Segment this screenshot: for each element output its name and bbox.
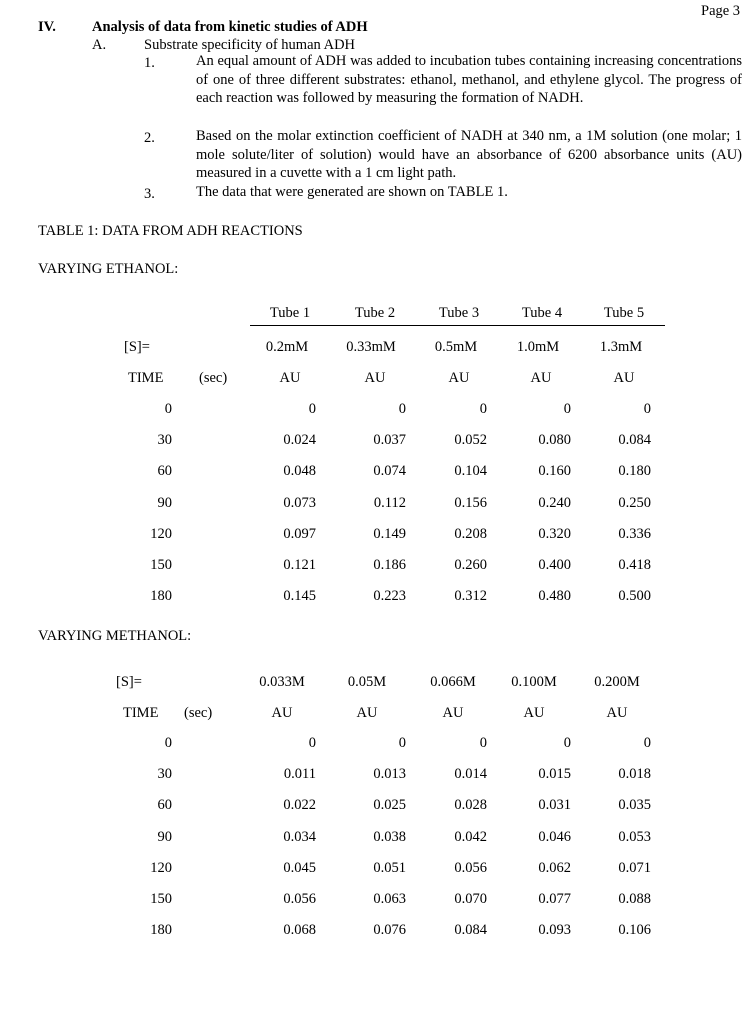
absorbance-cell: 0.052	[454, 432, 487, 449]
absorbance-cell: 0.011	[283, 766, 316, 783]
absorbance-cell: 0.053	[618, 828, 651, 845]
methanol-s-label: [S]=	[116, 674, 142, 690]
item-number: 3.	[144, 186, 155, 202]
methanol-time-label: TIME	[123, 705, 159, 721]
unit-label: AU	[279, 370, 301, 386]
ethanol-time-label: TIME	[128, 370, 164, 386]
concentration-label: 1.0mM	[516, 339, 560, 355]
item-text: An equal amount of ADH was added to incubation tubes containing increasing concentrations of one of three different substrates: ethanol, methanol, and ethylene glycol. The progress of each reaction was followed by measuring the formation of NADH.	[196, 53, 742, 106]
time-cell: 120	[150, 859, 172, 876]
absorbance-cell: 0.070	[454, 891, 487, 907]
absorbance-cell: 0.045	[283, 859, 316, 876]
methanol-heading: VARYING METHANOL:	[38, 628, 192, 644]
concentration-label: 0.2mM	[265, 339, 309, 355]
absorbance-cell: 0.149	[373, 525, 406, 542]
absorbance-cell: 0.056	[454, 859, 487, 876]
absorbance-cell: 0.208	[454, 525, 487, 542]
absorbance-cell: 0.068	[283, 922, 316, 939]
absorbance-cell: 0.240	[538, 494, 571, 511]
absorbance-cell: 0.056	[283, 891, 316, 907]
tube-header: Tube 1	[269, 305, 311, 321]
unit-label: AU	[606, 705, 628, 721]
tube-header: Tube 3	[438, 305, 480, 321]
absorbance-cell: 0.400	[538, 557, 571, 573]
absorbance-cell: 0.071	[618, 859, 651, 876]
ethanol-s-label: [S]=	[124, 339, 150, 355]
absorbance-cell: 0.031	[538, 797, 571, 814]
absorbance-cell: 0.035	[618, 797, 651, 814]
absorbance-cell: 0	[563, 735, 571, 751]
table-title: TABLE 1: DATA FROM ADH REACTIONS	[38, 223, 303, 239]
time-cell: 60	[157, 463, 172, 480]
concentration-label: 1.3mM	[599, 339, 643, 355]
unit-label: AU	[442, 705, 464, 721]
absorbance-cell: 0.223	[373, 588, 406, 605]
absorbance-cell: 0.260	[454, 557, 487, 573]
absorbance-cell: 0.312	[454, 588, 487, 605]
absorbance-cell: 0.034	[283, 828, 316, 845]
absorbance-cell: 0.063	[373, 891, 406, 907]
absorbance-cell: 0.093	[538, 922, 571, 939]
tube-header: Tube 5	[603, 305, 645, 321]
absorbance-cell: 0.062	[538, 859, 571, 876]
absorbance-cell: 0.076	[373, 922, 406, 939]
unit-label: AU	[364, 370, 386, 386]
absorbance-cell: 0.048	[283, 463, 316, 480]
item-text: The data that were generated are shown on TABLE 1.	[196, 184, 508, 200]
absorbance-cell: 0.080	[538, 432, 571, 449]
absorbance-cell: 0.084	[454, 922, 487, 939]
absorbance-cell: 0	[643, 735, 651, 751]
concentration-label: 0.33mM	[346, 339, 396, 355]
absorbance-cell: 0.037	[373, 432, 406, 449]
absorbance-cell: 0	[308, 401, 316, 417]
absorbance-cell: 0.042	[454, 828, 487, 845]
time-cell: 30	[157, 766, 172, 783]
time-cell: 120	[150, 525, 172, 542]
item-text: Based on the molar extinction coefficient of NADH at 340 nm, a 1M solution (one molar; 1 mole solute/liter of solution) would have an absorbance of 6200 absorbance units (AU) measured in a cuvette with a 1 cm light path.	[196, 128, 742, 181]
time-cell: 0	[164, 735, 172, 751]
absorbance-cell: 0.046	[538, 828, 571, 845]
time-cell: 30	[157, 432, 172, 449]
subsection-title: Substrate specificity of human ADH	[144, 37, 356, 53]
absorbance-cell: 0.186	[373, 557, 406, 573]
absorbance-cell: 0.025	[373, 797, 406, 814]
absorbance-cell: 0.018	[618, 766, 651, 783]
time-cell: 0	[164, 401, 172, 417]
absorbance-cell: 0	[398, 401, 406, 417]
absorbance-cell: 0	[643, 401, 651, 417]
subsection-letter: A.	[92, 37, 107, 53]
item-number: 2.	[144, 130, 155, 146]
absorbance-cell: 0.028	[454, 797, 487, 814]
unit-label: AU	[530, 370, 552, 386]
ethanol-heading: VARYING ETHANOL:	[38, 261, 179, 277]
absorbance-cell: 0	[479, 735, 487, 751]
absorbance-cell: 0.022	[283, 797, 316, 814]
absorbance-cell: 0.024	[283, 432, 316, 449]
time-cell: 180	[150, 922, 172, 939]
concentration-label: 0.5mM	[434, 339, 478, 355]
absorbance-cell: 0.160	[538, 463, 571, 480]
absorbance-cell: 0	[479, 401, 487, 417]
header-rule	[250, 325, 665, 326]
time-cell: 90	[157, 828, 172, 845]
absorbance-cell: 0.500	[618, 588, 651, 605]
unit-label: AU	[356, 705, 378, 721]
absorbance-cell: 0	[563, 401, 571, 417]
absorbance-cell: 0	[308, 735, 316, 751]
time-cell: 180	[150, 588, 172, 605]
absorbance-cell: 0.038	[373, 828, 406, 845]
absorbance-cell: 0.106	[618, 922, 651, 939]
tube-header: Tube 2	[354, 305, 396, 321]
time-cell: 150	[150, 557, 172, 573]
absorbance-cell: 0.418	[618, 557, 651, 573]
ethanol-sec-label: (sec)	[199, 370, 228, 386]
unit-label: AU	[523, 705, 545, 721]
absorbance-cell: 0.084	[618, 432, 651, 449]
unit-label: AU	[271, 705, 293, 721]
absorbance-cell: 0	[398, 735, 406, 751]
concentration-label: 0.200M	[594, 674, 640, 690]
concentration-label: 0.033M	[259, 674, 305, 690]
absorbance-cell: 0.051	[373, 859, 406, 876]
absorbance-cell: 0.073	[283, 494, 316, 511]
absorbance-cell: 0.097	[283, 525, 316, 542]
absorbance-cell: 0.156	[454, 494, 487, 511]
concentration-label: 0.066M	[430, 674, 476, 690]
unit-label: AU	[448, 370, 470, 386]
tube-header: Tube 4	[521, 305, 563, 321]
methanol-sec-label: (sec)	[184, 705, 213, 721]
absorbance-cell: 0.180	[618, 463, 651, 480]
absorbance-cell: 0.077	[538, 891, 571, 907]
absorbance-cell: 0.320	[538, 525, 571, 542]
absorbance-cell: 0.014	[454, 766, 487, 783]
absorbance-cell: 0.104	[454, 463, 487, 480]
time-cell: 60	[157, 797, 172, 814]
absorbance-cell: 0.074	[373, 463, 406, 480]
unit-label: AU	[613, 370, 635, 386]
absorbance-cell: 0.112	[373, 494, 406, 511]
concentration-label: 0.100M	[511, 674, 557, 690]
time-cell: 150	[150, 891, 172, 907]
absorbance-cell: 0.088	[618, 891, 651, 907]
absorbance-cell: 0.121	[283, 557, 316, 573]
absorbance-cell: 0.250	[618, 494, 651, 511]
section-title: Analysis of data from kinetic studies of ADH	[92, 19, 368, 35]
time-cell: 90	[157, 494, 172, 511]
absorbance-cell: 0.480	[538, 588, 571, 605]
section-numeral: IV.	[38, 19, 56, 35]
absorbance-cell: 0.015	[538, 766, 571, 783]
absorbance-cell: 0.013	[373, 766, 406, 783]
concentration-label: 0.05M	[347, 674, 387, 690]
page-number: Page 3	[701, 3, 741, 19]
item-number: 1.	[144, 55, 155, 71]
absorbance-cell: 0.145	[283, 588, 316, 605]
absorbance-cell: 0.336	[618, 525, 651, 542]
